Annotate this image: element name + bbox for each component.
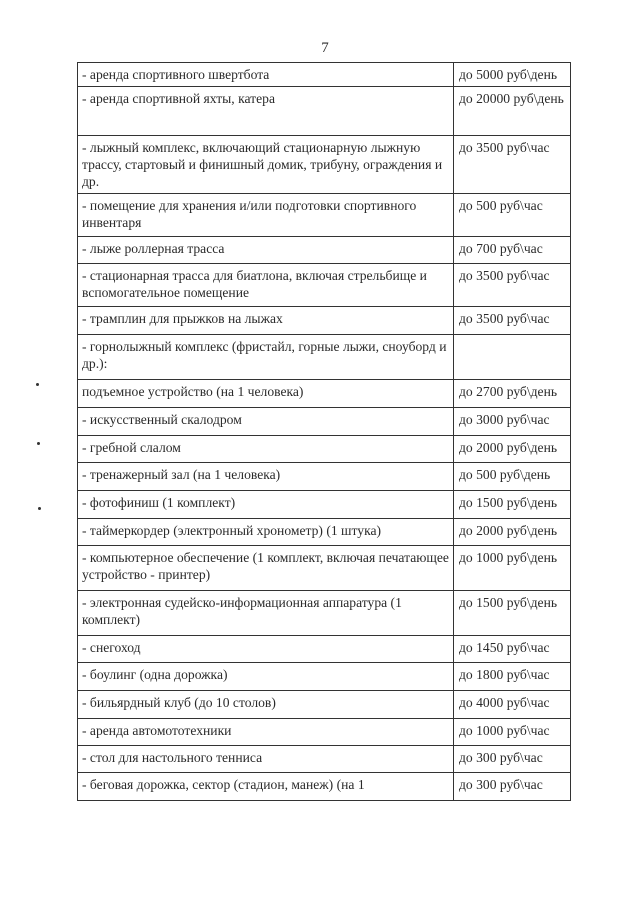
- service-cell: - аренда автомототехники: [78, 719, 454, 746]
- service-cell: - снегоход: [78, 636, 454, 663]
- price-cell: до 2000 руб\день: [454, 436, 571, 463]
- margin-dot: [38, 507, 41, 510]
- table-row: [78, 519, 571, 546]
- price-cell: до 3500 руб\час: [454, 264, 571, 307]
- service-cell: - стол для настольного тенниса: [78, 746, 454, 773]
- page-number: 7: [321, 40, 329, 56]
- table-row: [78, 307, 571, 335]
- price-cell: до 1500 руб\день: [454, 491, 571, 519]
- price-cell: до 20000 руб\день: [454, 87, 571, 136]
- table-row: [78, 194, 571, 237]
- service-cell: - лыже роллерная трасса: [78, 237, 454, 264]
- price-cell: до 3000 руб\час: [454, 408, 571, 436]
- price-cell: до 4000 руб\час: [454, 691, 571, 719]
- table-row: [78, 746, 571, 773]
- service-cell: - фотофиниш (1 комплект): [78, 491, 454, 519]
- service-cell: - трамплин для прыжков на лыжах: [78, 307, 454, 335]
- table-row: [78, 663, 571, 691]
- service-cell: - искусственный скалодром: [78, 408, 454, 436]
- table-row: [78, 87, 571, 136]
- table-row: [78, 591, 571, 636]
- table-row: [78, 463, 571, 491]
- table-row: [78, 264, 571, 307]
- price-cell: до 1500 руб\день: [454, 591, 571, 636]
- service-cell: - беговая дорожка, сектор (стадион, манеж) (на 1: [78, 773, 454, 801]
- table-row: [78, 546, 571, 591]
- table-row: [78, 237, 571, 264]
- table-row: [78, 136, 571, 194]
- margin-dot: [37, 442, 40, 445]
- table-row: [78, 491, 571, 519]
- table-row: [78, 380, 571, 408]
- price-cell: до 3500 руб\час: [454, 307, 571, 335]
- price-cell: до 1450 руб\час: [454, 636, 571, 663]
- table-row: [78, 691, 571, 719]
- price-cell: до 2700 руб\день: [454, 380, 571, 408]
- price-cell: до 3500 руб\час: [454, 136, 571, 194]
- price-cell: до 300 руб\час: [454, 773, 571, 801]
- price-cell: до 2000 руб\день: [454, 519, 571, 546]
- service-cell: - тренажерный зал (на 1 человека): [78, 463, 454, 491]
- service-cell: - компьютерное обеспечение (1 комплект, включая печатающее устройство - принтер): [78, 546, 454, 591]
- service-cell: - бильярдный клуб (до 10 столов): [78, 691, 454, 719]
- service-cell: - стационарная трасса для биатлона, включая стрельбище и вспомогательное помещение: [78, 264, 454, 307]
- service-cell: - гребной слалом: [78, 436, 454, 463]
- service-cell: - аренда спортивного швертбота: [78, 63, 454, 87]
- service-cell: - боулинг (одна дорожка): [78, 663, 454, 691]
- service-cell: - электронная судейско-информационная аппаратура (1 комплект): [78, 591, 454, 636]
- margin-dot: [36, 383, 39, 386]
- table-row: [78, 335, 571, 380]
- table-row: [78, 636, 571, 663]
- service-cell: - помещение для хранения и/или подготовки спортивного инвентаря: [78, 194, 454, 237]
- price-cell: до 5000 руб\день: [454, 63, 571, 87]
- price-cell: до 300 руб\час: [454, 746, 571, 773]
- price-cell: до 500 руб\час: [454, 194, 571, 237]
- price-cell: до 700 руб\час: [454, 237, 571, 264]
- service-cell: - таймеркордер (электронный хронометр) (1 штука): [78, 519, 454, 546]
- service-cell: - лыжный комплекс, включающий стационарную лыжную трассу, стартовый и финишный домик, трибуну, ограждения и др.: [78, 136, 454, 194]
- table-row: [78, 719, 571, 746]
- table-row: [78, 408, 571, 436]
- table-row: [78, 63, 571, 87]
- price-cell: до 500 руб\день: [454, 463, 571, 491]
- price-cell: до 1800 руб\час: [454, 663, 571, 691]
- service-cell: - горнолыжный комплекс (фристайл, горные лыжи, сноуборд и др.):: [78, 335, 454, 380]
- table-row: [78, 436, 571, 463]
- price-cell: до 1000 руб\день: [454, 546, 571, 591]
- price-cell: до 1000 руб\час: [454, 719, 571, 746]
- table-row: [78, 773, 571, 801]
- price-cell: [454, 335, 571, 380]
- price-table: [77, 62, 571, 801]
- service-cell: подъемное устройство (на 1 человека): [78, 380, 454, 408]
- service-cell: - аренда спортивной яхты, катера: [78, 87, 454, 136]
